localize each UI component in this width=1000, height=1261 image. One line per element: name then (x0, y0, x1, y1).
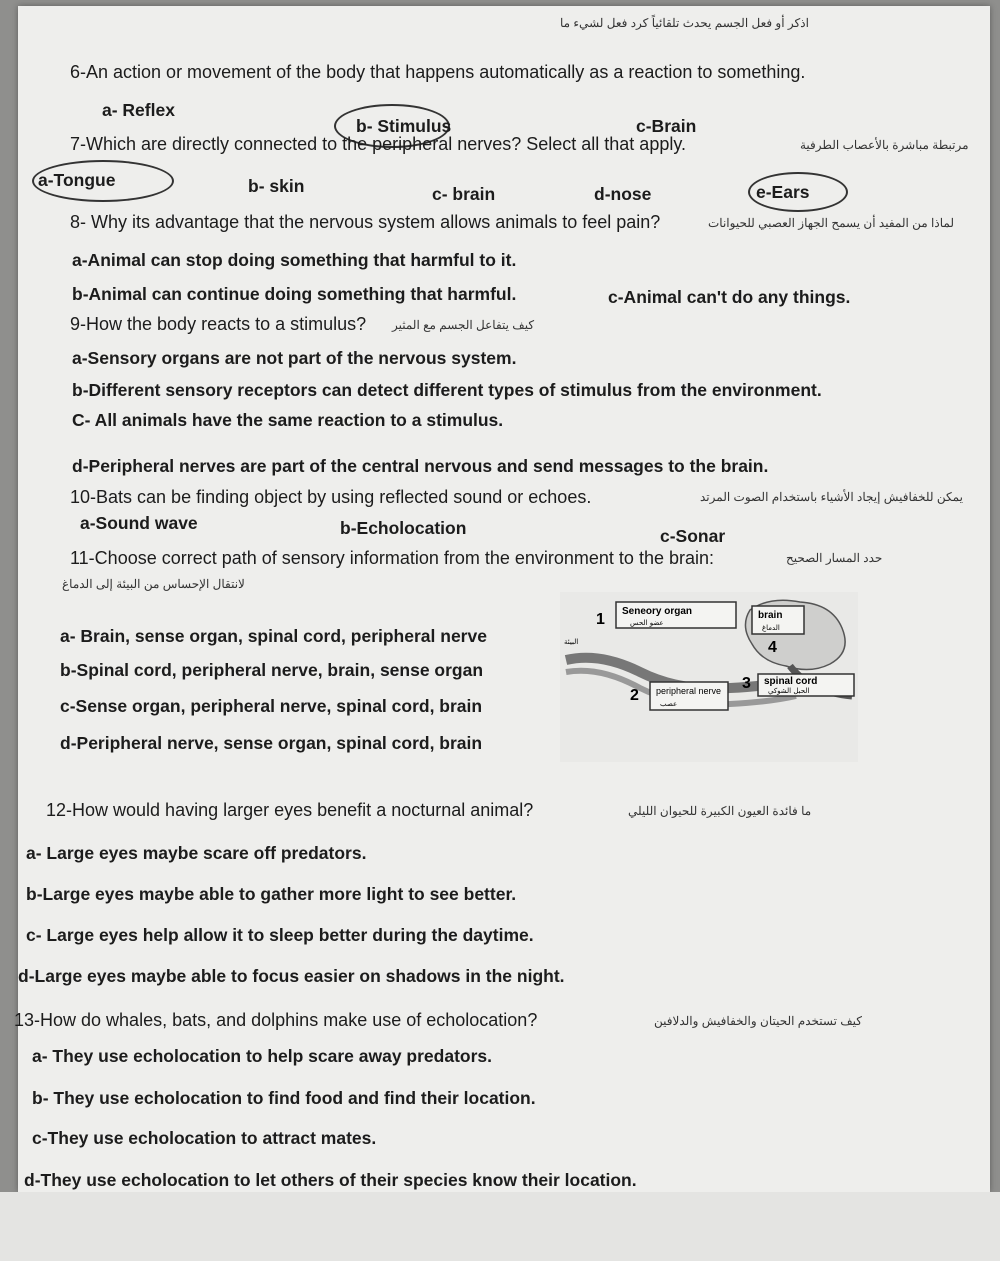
q7-option-e[interactable]: e-Ears (756, 182, 810, 202)
environment-arabic: البيئة (564, 638, 579, 646)
diagram-number-3: 3 (742, 675, 751, 692)
q9-option-a[interactable]: a-Sensory organs are not part of the nervous system. (72, 348, 517, 368)
q8-arabic: لماذا من المفيد أن يسمح الجهاز العصبي للحيوانات (708, 216, 954, 230)
q8-option-b[interactable]: b-Animal can continue doing something that harmful. (72, 284, 517, 304)
q6-option-a[interactable]: a- Reflex (102, 100, 175, 120)
q13-option-a[interactable]: a- They use echolocation to help scare away predators. (32, 1046, 493, 1066)
diagram-number-1: 1 (596, 611, 605, 628)
q13-option-d[interactable]: d-They use echolocation to let others of their species know their location. (24, 1170, 637, 1190)
q13-option-b[interactable]: b- They use echolocation to find food and find their location. (32, 1088, 536, 1108)
q7-option-b[interactable]: b- skin (248, 176, 305, 196)
q11-arabic-2: لانتقال الإحساس من البيئة إلى الدماغ (62, 577, 245, 591)
q12-option-c[interactable]: c- Large eyes help allow it to sleep better during the daytime. (26, 925, 534, 945)
peripheral-nerve-arabic: عصب (660, 700, 678, 708)
q10-arabic: يمكن للخفافيش إيجاد الأشياء باستخدام الصوت المرتد (700, 490, 963, 504)
q6-arabic: اذكر أو فعل الجسم يحدث تلقائياً كرد فعل لشيء ما (560, 16, 809, 30)
brain-label: brain (758, 610, 783, 621)
spinal-cord-label: spinal cord (764, 676, 818, 687)
q13-text: 13-How do whales, bats, and dolphins make use of echolocation? (14, 1010, 538, 1030)
q7-option-d[interactable]: d-nose (594, 184, 652, 204)
q6-option-b[interactable]: b- Stimulus (356, 116, 452, 136)
page-background (0, 1192, 1000, 1261)
q9-text: 9-How the body reacts to a stimulus? (70, 314, 367, 334)
peripheral-nerve-label: peripheral nerve (656, 686, 722, 696)
q10-option-a[interactable]: a-Sound wave (80, 513, 198, 533)
q12-option-b[interactable]: b-Large eyes maybe able to gather more light to see better. (26, 884, 517, 904)
q11-option-a[interactable]: a- Brain, sense organ, spinal cord, peripheral nerve (60, 626, 487, 646)
q13-option-c[interactable]: c-They use echolocation to attract mates. (32, 1128, 377, 1148)
q13-arabic: كيف تستخدم الحيتان والخفافيش والدلافين (654, 1014, 863, 1028)
q9-option-b[interactable]: b-Different sensory receptors can detect different types of stimulus from the environment. (72, 380, 822, 400)
q8-text: 8- Why its advantage that the nervous system allows animals to feel pain? (70, 212, 661, 232)
spinal-cord-arabic: الحبل الشوكي (768, 687, 810, 695)
diagram-number-2: 2 (630, 687, 639, 704)
q9-arabic: كيف يتفاعل الجسم مع المثير (392, 318, 535, 332)
q11-option-b[interactable]: b-Spinal cord, peripheral nerve, brain, sense organ (60, 660, 484, 680)
q11-option-d[interactable]: d-Peripheral nerve, sense organ, spinal cord, brain (60, 733, 483, 753)
q11-option-c[interactable]: c-Sense organ, peripheral nerve, spinal cord, brain (60, 696, 483, 716)
sensory-path-diagram (560, 592, 858, 762)
q6-text: 6-An action or movement of the body that happens automatically as a reaction to something. (70, 62, 806, 82)
brain-arabic: الدماغ (762, 624, 780, 632)
q7-option-c[interactable]: c- brain (432, 184, 496, 204)
q11-arabic-1: حدد المسار الصحيح (786, 551, 883, 565)
q7-text: 7-Which are directly connected to the peripheral nerves? Select all that apply. (70, 134, 686, 154)
q11-text: 11-Choose correct path of sensory information from the environment to the brain: (70, 548, 714, 568)
q10-option-b[interactable]: b-Echolocation (340, 518, 467, 538)
q9-option-d[interactable]: d-Peripheral nerves are part of the central nervous and send messages to the brain. (72, 456, 769, 476)
q10-text: 10-Bats can be finding object by using reflected sound or echoes. (70, 487, 592, 507)
q12-option-a[interactable]: a- Large eyes maybe scare off predators. (26, 843, 367, 863)
sense-organ-label: Seneory organ (622, 606, 693, 617)
q8-option-c[interactable]: c-Animal can't do any things. (608, 287, 851, 307)
diagram-number-4: 4 (768, 639, 777, 656)
q12-text: 12-How would having larger eyes benefit a nocturnal animal? (46, 800, 534, 820)
q12-option-d[interactable]: d-Large eyes maybe able to focus easier on shadows in the night. (18, 966, 565, 986)
sensory-path-svg (560, 592, 858, 762)
q7-option-a[interactable]: a-Tongue (38, 170, 116, 190)
q8-option-a[interactable]: a-Animal can stop doing something that harmful to it. (72, 250, 517, 270)
q6-option-c[interactable]: c-Brain (636, 116, 697, 136)
q7-arabic: مرتبطة مباشرة بالأعصاب الطرفية (800, 138, 969, 152)
sense-organ-arabic: عضو الحس (630, 619, 664, 627)
q12-arabic: ما فائدة العيون الكبيرة للحيوان الليلي (628, 804, 812, 818)
q9-option-c[interactable]: C- All animals have the same reaction to a stimulus. (72, 410, 504, 430)
q10-option-c[interactable]: c-Sonar (660, 526, 726, 546)
